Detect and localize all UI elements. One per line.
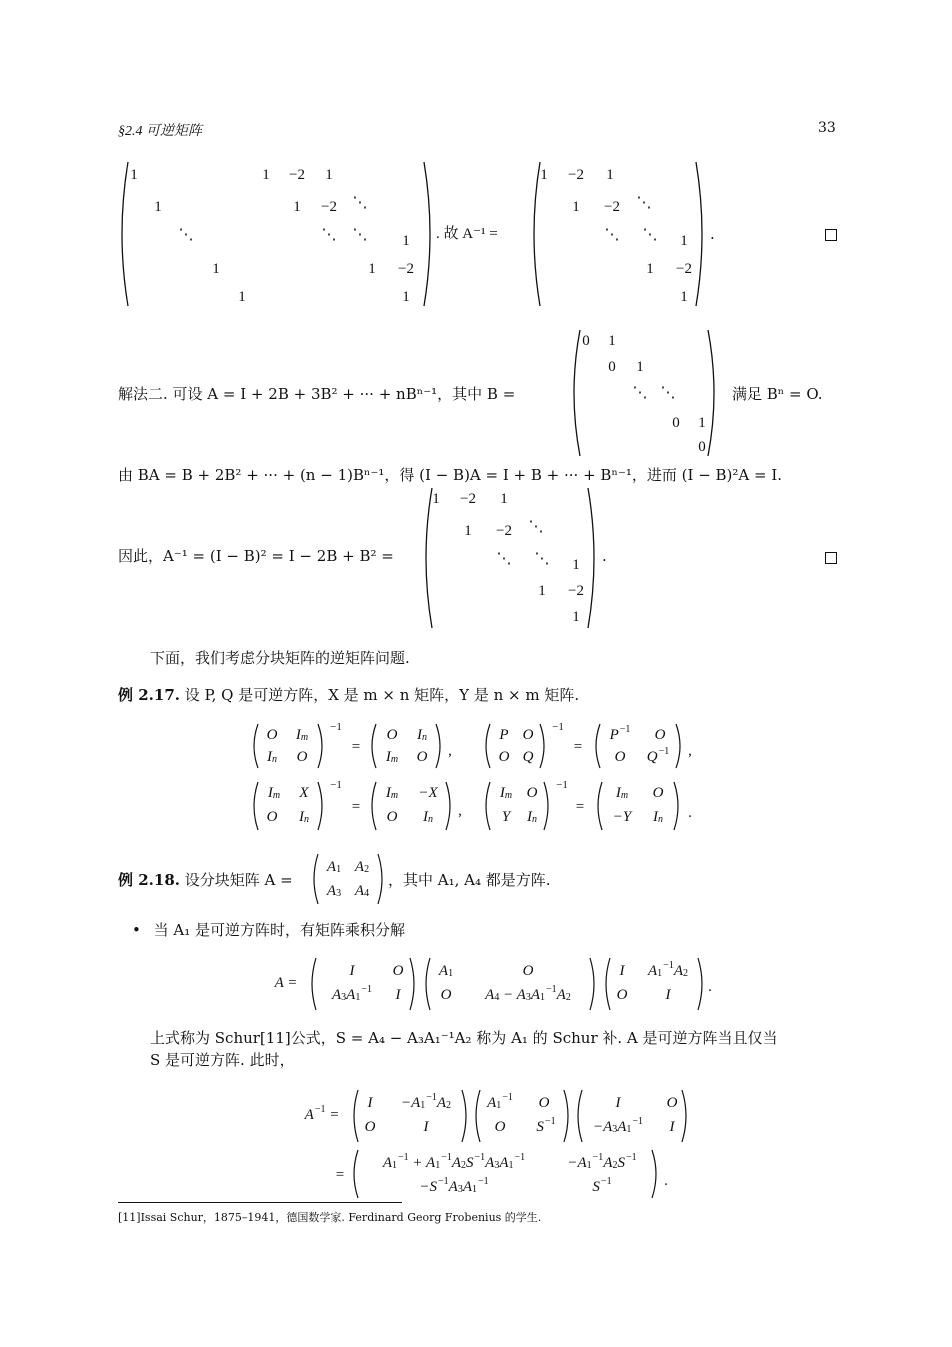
example-label: 例 2.17. (118, 686, 180, 704)
example-2-17 (118, 685, 579, 705)
section-title: §2.4 可逆矩阵 (118, 124, 202, 139)
sol2-lead: 解法二. 可设 A = I + 2B + 3B² + ··· + nBⁿ⁻¹，其中 B = (118, 385, 516, 403)
qed-square (825, 552, 837, 564)
example-label: 例 2.18. (118, 871, 180, 889)
schur-inverse-formula: $A^{-1}$ = I $-A_1^{-1}A_2$ O I $A_1^{-1}$ O O $S^{-1}$ I O $-A_3A_1^{-1}$ I = $A_1^{-1} + A_1^{-1}A_2S^{-1}A_3A_1^{-1}$ $-A_1^{-1}A_2S^{-1}$ $-S^{-1}A_3A_1^{-1}$ $S^{-1}$ . (296, 1086, 696, 1206)
block-inverse-identities: O $I_m$ $I_n$ O −1 = O $I_n$ $I_m$ O , P O O Q −1 = $P^{-1}$ O O $Q^{-1}$ , $I_m$ X O $I_n$ −1 = $I_m$ −X O $I_n$ , $I_m$ O Y $I_n$ −1 = $I_m$ O −Y $I_n$ . (250, 718, 700, 838)
example-text-b: ，其中 A₁, A₄ 都是方阵. (388, 871, 551, 889)
sol2-line3-lead: 因此，A⁻¹ = (I − B)² = I − 2B + B² = (118, 547, 394, 565)
matrix-first-lhs: 1 1 −2 1 1 1 −2 ⋱ ⋱ ⋱ ⋱ 1 1 1 −2 1 1 (116, 160, 436, 308)
page-number: 33 (818, 120, 836, 136)
bullet-item (132, 920, 405, 940)
sol1-end: . (710, 225, 715, 243)
matrix-I-minus-B-squared: 1 −2 1 1 −2 ⋱ ⋱ ⋱ 1 1 −2 1 (420, 486, 600, 630)
schur-line-1: 上式称为 Schur[11]公式，S = A₄ − A₃A₁⁻¹A₂ 称为 A₁ 的 Schur 补. A 是可逆方阵当且仅当 (150, 1029, 778, 1047)
intro-text: 下面，我们考虑分块矩阵的逆矩阵问题. (150, 649, 410, 667)
matrix-first-inverse: 1 −2 1 1 −2 ⋱ ⋱ ⋱ 1 1 −2 1 (528, 160, 708, 308)
sol2-line2: 由 BA = B + 2B² + ··· + (n − 1)Bⁿ⁻¹，得 (I − B)A = I + B + ··· + Bⁿ⁻¹，进而 (I − B)²A = I. (118, 466, 783, 484)
matrix-B: 0 1 0 1 ⋱ ⋱ 0 1 0 (568, 328, 720, 458)
matrix-parens (116, 160, 436, 308)
example-text-a: 设分块矩阵 A = (184, 871, 293, 889)
bullet-text: 当 A₁ 是可逆方阵时，有矩阵乘积分解 (153, 921, 406, 939)
running-header (118, 120, 202, 140)
sol1-mid-text: . 故 A⁻¹ = (436, 226, 498, 242)
bullet-dot: • (132, 921, 141, 939)
matrix-parens (250, 718, 700, 838)
qed-square (825, 229, 837, 241)
example-text: 设 P, Q 是可逆方阵，X 是 m × n 矩阵，Y 是 n × m 矩阵. (184, 686, 580, 704)
sol2-tail: 满足 Bⁿ = O. (732, 385, 823, 403)
schur-line-2: S 是可逆方阵. 此时， (150, 1051, 295, 1069)
example-2-18 (118, 870, 293, 890)
matrix-parens (310, 852, 386, 906)
schur-factorization: A = I O $A_3A_1^{-1}$ I $A_1$ O O $A_4 - A_3A_1^{-1}A_2$ I $A_1^{-1}A_2$ O I . (270, 956, 720, 1012)
footnote: [11]Issai Schur，1875–1941，德国数学家. Ferdinard Georg Frobenius 的学生. (118, 1211, 542, 1224)
matrix-A-blocks: $A_1$ $A_2$ $A_3$ $A_4$ (310, 852, 386, 906)
sol2-line3-end: . (602, 547, 607, 565)
footnote-rule (118, 1202, 402, 1203)
